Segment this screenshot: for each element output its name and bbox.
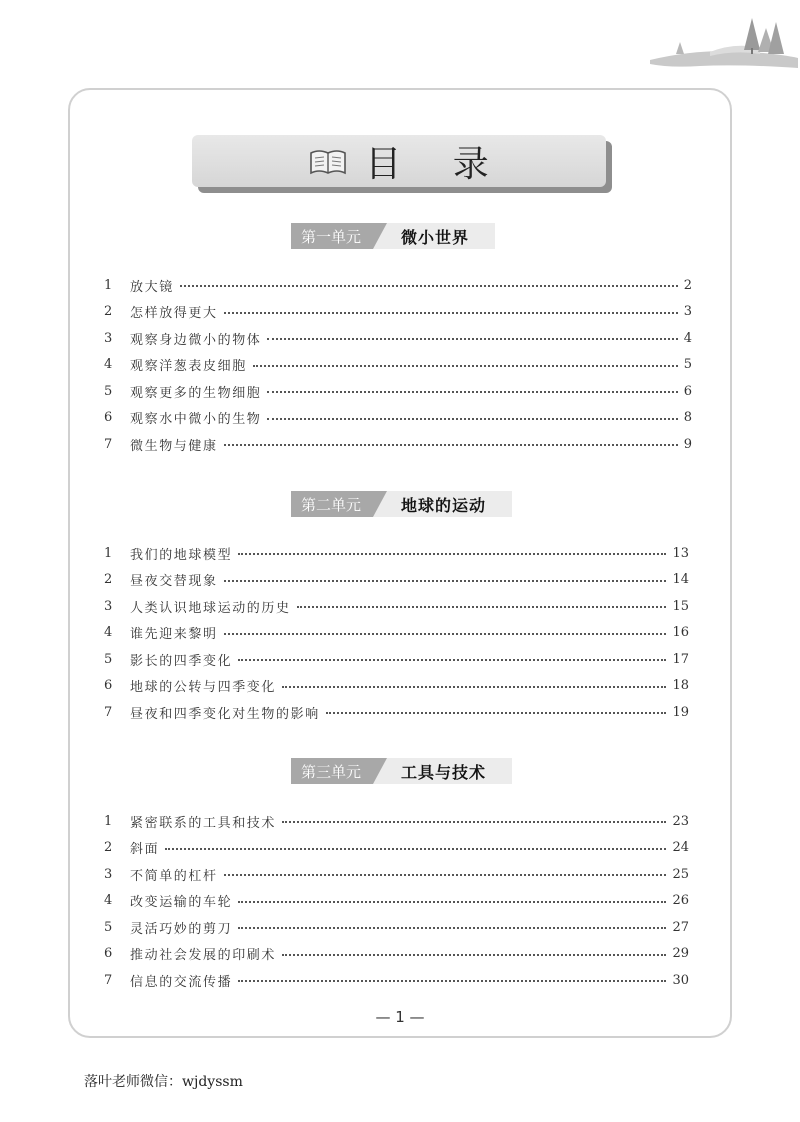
toc-page: 2 — [683, 277, 692, 293]
toc-page: 26 — [672, 893, 689, 909]
toc-index: 7 — [104, 704, 113, 720]
toc-row[interactable] — [104, 352, 692, 379]
toc-row[interactable] — [104, 405, 692, 432]
page-number: — 1 — — [375, 1008, 425, 1026]
toc-title: 灵活巧妙的剪刀 — [130, 921, 233, 937]
toc-index: 3 — [104, 598, 113, 614]
toc-page: 13 — [672, 545, 689, 561]
toc-index: 5 — [104, 651, 113, 667]
toc-row[interactable] — [104, 967, 689, 994]
page-title: 目 录 — [365, 143, 509, 185]
toc-index: 2 — [104, 304, 113, 320]
toc-index: 4 — [104, 893, 113, 909]
toc-index: 5 — [104, 383, 113, 399]
toc-row[interactable] — [104, 888, 689, 915]
toc-title: 昼夜交替现象 — [130, 574, 218, 590]
toc-index: 1 — [104, 813, 113, 829]
toc-title: 推动社会发展的印刷术 — [130, 948, 277, 964]
toc-page: 6 — [683, 383, 692, 399]
toc-row[interactable] — [104, 673, 689, 700]
unit-number-label: 第三单元 — [291, 758, 373, 784]
toc-page: 25 — [672, 866, 689, 882]
toc-page: 8 — [683, 410, 692, 426]
toc-row[interactable] — [104, 540, 689, 567]
toc-list-unit-3 — [104, 808, 689, 994]
unit-number-label: 第一单元 — [291, 223, 373, 249]
toc-title: 紧密联系的工具和技术 — [130, 815, 277, 831]
toc-title: 微生物与健康 — [130, 438, 218, 454]
toc-page: 30 — [672, 972, 689, 988]
toc-page: 17 — [672, 651, 689, 667]
toc-title: 观察身边微小的物体 — [130, 332, 262, 348]
toc-page: 3 — [683, 304, 692, 320]
toc-index: 4 — [104, 625, 113, 641]
toc-title: 观察洋葱表皮细胞 — [130, 359, 247, 375]
unit-name: 工具与技术 — [387, 758, 512, 784]
toc-row[interactable] — [104, 699, 689, 726]
toc-title: 影长的四季变化 — [130, 653, 233, 669]
toc-index: 1 — [104, 545, 113, 561]
toc-page: 4 — [683, 330, 692, 346]
toc-row[interactable] — [104, 431, 692, 458]
landscape-decoration-icon — [640, 8, 800, 78]
toc-page: 23 — [672, 813, 689, 829]
toc-row[interactable] — [104, 941, 689, 968]
toc-index: 4 — [104, 357, 113, 373]
toc-index: 1 — [104, 277, 113, 293]
toc-title: 改变运输的车轮 — [130, 895, 233, 911]
open-book-icon — [309, 147, 347, 175]
title-banner — [192, 135, 606, 187]
toc-page: 24 — [672, 840, 689, 856]
toc-index: 3 — [104, 330, 113, 346]
unit-header-2 — [291, 491, 512, 517]
toc-page: 29 — [672, 946, 689, 962]
toc-index: 6 — [104, 946, 113, 962]
toc-page: 16 — [672, 625, 689, 641]
toc-title: 地球的公转与四季变化 — [130, 680, 277, 696]
toc-page: 15 — [672, 598, 689, 614]
toc-page: 19 — [672, 704, 689, 720]
unit-number-label: 第二单元 — [291, 491, 373, 517]
toc-title: 信息的交流传播 — [130, 974, 233, 990]
toc-page: 14 — [672, 572, 689, 588]
toc-title: 谁先迎来黎明 — [130, 627, 218, 643]
toc-index: 2 — [104, 572, 113, 588]
toc-page: 5 — [683, 357, 692, 373]
toc-row[interactable] — [104, 567, 689, 594]
toc-row[interactable] — [104, 861, 689, 888]
toc-list-unit-2 — [104, 540, 689, 726]
toc-index: 3 — [104, 866, 113, 882]
toc-title: 斜面 — [130, 842, 160, 858]
toc-index: 6 — [104, 678, 113, 694]
toc-row[interactable] — [104, 272, 692, 299]
unit-name: 地球的运动 — [387, 491, 512, 517]
toc-row[interactable] — [104, 914, 689, 941]
toc-row[interactable] — [104, 620, 689, 647]
toc-row[interactable] — [104, 808, 689, 835]
toc-row[interactable] — [104, 299, 692, 326]
unit-name: 微小世界 — [387, 223, 495, 249]
toc-index: 7 — [104, 972, 113, 988]
unit-header-1 — [291, 223, 495, 249]
toc-title: 怎样放得更大 — [130, 306, 218, 322]
toc-title: 昼夜和四季变化对生物的影响 — [130, 706, 320, 722]
toc-page: 18 — [672, 678, 689, 694]
toc-page: 27 — [672, 919, 689, 935]
toc-index: 5 — [104, 919, 113, 935]
toc-title: 我们的地球模型 — [130, 547, 233, 563]
toc-row[interactable] — [104, 593, 689, 620]
toc-row[interactable] — [104, 835, 689, 862]
toc-title: 观察更多的生物细胞 — [130, 385, 262, 401]
toc-index: 6 — [104, 410, 113, 426]
toc-title: 不简单的杠杆 — [130, 868, 218, 884]
toc-index: 2 — [104, 840, 113, 856]
toc-row[interactable] — [104, 378, 692, 405]
toc-title: 人类认识地球运动的历史 — [130, 600, 291, 616]
toc-row[interactable] — [104, 325, 692, 352]
toc-list-unit-1 — [104, 272, 692, 458]
toc-row[interactable] — [104, 646, 689, 673]
toc-page: 9 — [683, 436, 692, 452]
toc-index: 7 — [104, 436, 113, 452]
toc-title: 观察水中微小的生物 — [130, 412, 262, 428]
watermark-text: 落叶老师微信：wjdyssm — [84, 1074, 243, 1090]
unit-header-3 — [291, 758, 512, 784]
toc-title: 放大镜 — [130, 279, 174, 295]
